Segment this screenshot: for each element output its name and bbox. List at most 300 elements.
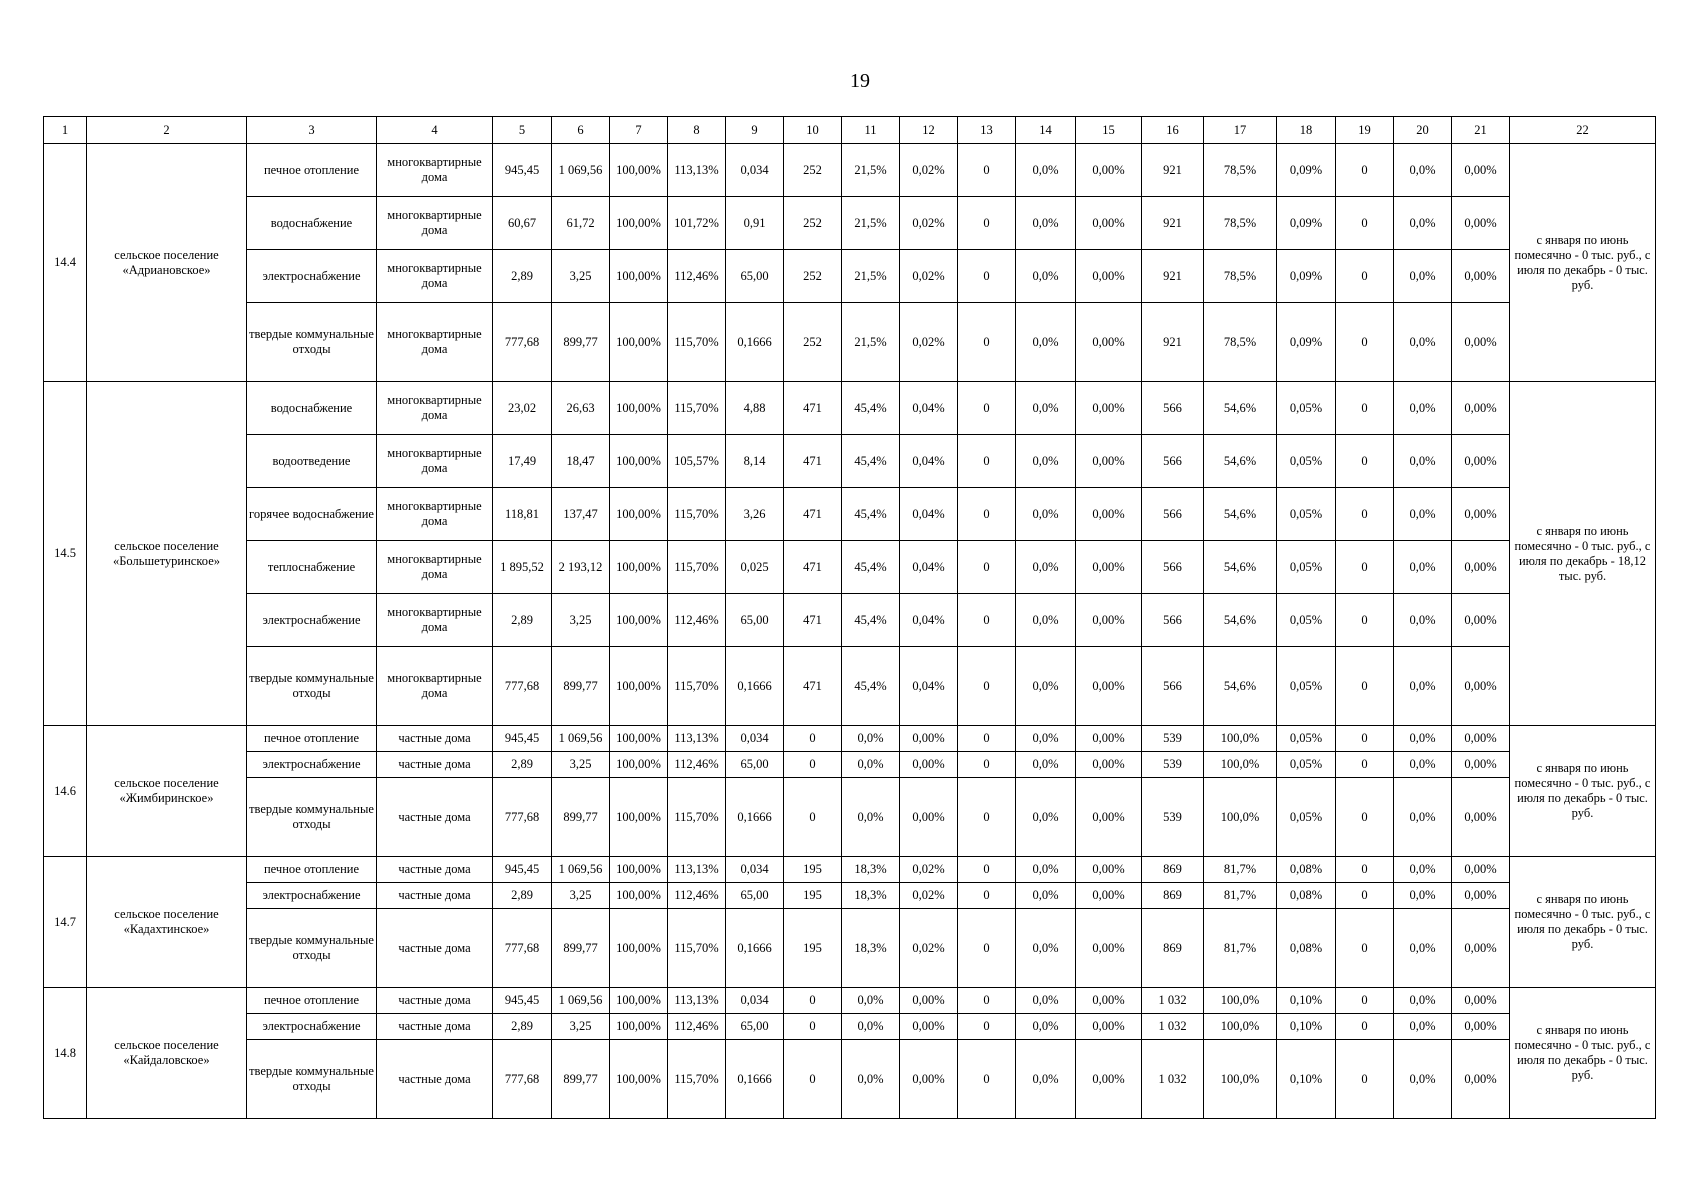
value-cell: 100,00%	[610, 647, 668, 726]
housing-type: многоквартирные дома	[377, 144, 493, 197]
value-cell: 78,5%	[1204, 250, 1277, 303]
value-cell: 0	[958, 752, 1016, 778]
value-cell: 61,72	[552, 197, 610, 250]
value-cell: 566	[1142, 488, 1204, 541]
value-cell: 60,67	[493, 197, 552, 250]
value-cell: 0,0%	[1016, 647, 1076, 726]
value-cell: 113,13%	[668, 857, 726, 883]
value-cell: 0,1666	[726, 303, 784, 382]
value-cell: 252	[784, 197, 842, 250]
value-cell: 0,00%	[1452, 988, 1510, 1014]
service-type: печное отопление	[247, 988, 377, 1014]
value-cell: 0,02%	[900, 144, 958, 197]
service-type: электроснабжение	[247, 250, 377, 303]
value-cell: 100,0%	[1204, 1014, 1277, 1040]
value-cell: 0,0%	[1394, 883, 1452, 909]
value-cell: 0	[1336, 647, 1394, 726]
value-cell: 2,89	[493, 883, 552, 909]
value-cell: 0,0%	[1016, 594, 1076, 647]
value-cell: 0,08%	[1277, 909, 1336, 988]
value-cell: 0,00%	[1452, 435, 1510, 488]
value-cell: 0,0%	[1394, 435, 1452, 488]
tariff-table	[43, 116, 1656, 1119]
value-cell: 54,6%	[1204, 594, 1277, 647]
value-cell: 2,89	[493, 1014, 552, 1040]
value-cell: 2,89	[493, 752, 552, 778]
value-cell: 0,0%	[1016, 303, 1076, 382]
service-type: водоотведение	[247, 435, 377, 488]
value-cell: 8,14	[726, 435, 784, 488]
value-cell: 0,04%	[900, 488, 958, 541]
value-cell: 65,00	[726, 883, 784, 909]
table-row	[44, 883, 1656, 909]
service-type: печное отопление	[247, 726, 377, 752]
value-cell: 252	[784, 250, 842, 303]
value-cell: 0	[1336, 752, 1394, 778]
value-cell: 0,0%	[1016, 988, 1076, 1014]
value-cell: 0,1666	[726, 1040, 784, 1119]
value-cell: 115,70%	[668, 382, 726, 435]
value-cell: 100,00%	[610, 752, 668, 778]
value-cell: 0,1666	[726, 647, 784, 726]
service-type: электроснабжение	[247, 883, 377, 909]
value-cell: 0,0%	[842, 778, 900, 857]
table-row	[44, 303, 1656, 382]
value-cell: 54,6%	[1204, 488, 1277, 541]
value-cell: 4,88	[726, 382, 784, 435]
column-header: 1	[44, 117, 87, 144]
value-cell: 0	[1336, 883, 1394, 909]
value-cell: 0,00%	[1452, 909, 1510, 988]
value-cell: 0,1666	[726, 909, 784, 988]
value-cell: 0,00%	[900, 778, 958, 857]
value-cell: 0,00%	[1076, 726, 1142, 752]
value-cell: 78,5%	[1204, 144, 1277, 197]
value-cell: 0,05%	[1277, 488, 1336, 541]
housing-type: многоквартирные дома	[377, 541, 493, 594]
value-cell: 0	[1336, 303, 1394, 382]
value-cell: 100,00%	[610, 303, 668, 382]
value-cell: 18,3%	[842, 857, 900, 883]
value-cell: 0,0%	[1016, 726, 1076, 752]
payment-note: с января по июнь помесячно - 0 тыс. руб., с июля по декабрь - 0 тыс. руб.	[1510, 726, 1656, 857]
housing-type: многоквартирные дома	[377, 647, 493, 726]
value-cell: 23,02	[493, 382, 552, 435]
value-cell: 0,04%	[900, 435, 958, 488]
value-cell: 54,6%	[1204, 435, 1277, 488]
table-row	[44, 144, 1656, 197]
value-cell: 0,02%	[900, 303, 958, 382]
housing-type: частные дома	[377, 883, 493, 909]
value-cell: 471	[784, 382, 842, 435]
value-cell: 0	[1336, 726, 1394, 752]
value-cell: 100,00%	[610, 988, 668, 1014]
column-header: 9	[726, 117, 784, 144]
value-cell: 78,5%	[1204, 303, 1277, 382]
value-cell: 100,00%	[610, 541, 668, 594]
column-header: 15	[1076, 117, 1142, 144]
value-cell: 118,81	[493, 488, 552, 541]
value-cell: 0,05%	[1277, 382, 1336, 435]
settlement-name: сельское поселение «Кайдаловское»	[87, 988, 247, 1119]
column-header: 20	[1394, 117, 1452, 144]
value-cell: 777,68	[493, 303, 552, 382]
value-cell: 0,0%	[1394, 909, 1452, 988]
housing-type: многоквартирные дома	[377, 594, 493, 647]
value-cell: 1 069,56	[552, 144, 610, 197]
value-cell: 921	[1142, 303, 1204, 382]
value-cell: 0,0%	[842, 1014, 900, 1040]
column-header: 13	[958, 117, 1016, 144]
settlement-name: сельское поселение «Адриановское»	[87, 144, 247, 382]
value-cell: 100,0%	[1204, 988, 1277, 1014]
value-cell: 0,04%	[900, 647, 958, 726]
value-cell: 0,00%	[1452, 594, 1510, 647]
value-cell: 100,00%	[610, 778, 668, 857]
header-row	[44, 117, 1656, 144]
value-cell: 0,0%	[1016, 435, 1076, 488]
value-cell: 0,0%	[1016, 144, 1076, 197]
value-cell: 0,0%	[1394, 541, 1452, 594]
value-cell: 0,10%	[1277, 1040, 1336, 1119]
value-cell: 65,00	[726, 594, 784, 647]
value-cell: 17,49	[493, 435, 552, 488]
value-cell: 0,00%	[1452, 250, 1510, 303]
value-cell: 0,0%	[842, 726, 900, 752]
settlement-name: сельское поселение «Жимбиринское»	[87, 726, 247, 857]
table-row	[44, 752, 1656, 778]
value-cell: 0	[958, 726, 1016, 752]
value-cell: 471	[784, 541, 842, 594]
service-type: горячее водоснабжение	[247, 488, 377, 541]
value-cell: 0	[958, 250, 1016, 303]
value-cell: 45,4%	[842, 541, 900, 594]
value-cell: 100,00%	[610, 435, 668, 488]
table-row	[44, 988, 1656, 1014]
value-cell: 1 032	[1142, 988, 1204, 1014]
value-cell: 18,3%	[842, 909, 900, 988]
value-cell: 0	[1336, 435, 1394, 488]
housing-type: частные дома	[377, 726, 493, 752]
value-cell: 0,02%	[900, 197, 958, 250]
column-header: 14	[1016, 117, 1076, 144]
value-cell: 113,13%	[668, 726, 726, 752]
value-cell: 0,05%	[1277, 752, 1336, 778]
value-cell: 65,00	[726, 752, 784, 778]
group-number: 14.6	[44, 726, 87, 857]
value-cell: 0	[784, 778, 842, 857]
value-cell: 899,77	[552, 909, 610, 988]
value-cell: 945,45	[493, 144, 552, 197]
value-cell: 0	[958, 488, 1016, 541]
value-cell: 0,00%	[1452, 303, 1510, 382]
value-cell: 0,0%	[1016, 909, 1076, 988]
value-cell: 539	[1142, 752, 1204, 778]
value-cell: 0,0%	[1016, 857, 1076, 883]
value-cell: 0,0%	[1394, 726, 1452, 752]
value-cell: 0,0%	[1016, 1040, 1076, 1119]
value-cell: 137,47	[552, 488, 610, 541]
value-cell: 78,5%	[1204, 197, 1277, 250]
table-row	[44, 1040, 1656, 1119]
value-cell: 945,45	[493, 988, 552, 1014]
value-cell: 195	[784, 883, 842, 909]
value-cell: 0	[958, 1014, 1016, 1040]
value-cell: 0,0%	[1394, 250, 1452, 303]
value-cell: 54,6%	[1204, 647, 1277, 726]
value-cell: 0	[1336, 1040, 1394, 1119]
value-cell: 0	[958, 778, 1016, 857]
value-cell: 45,4%	[842, 647, 900, 726]
value-cell: 21,5%	[842, 197, 900, 250]
value-cell: 0	[1336, 857, 1394, 883]
value-cell: 0,04%	[900, 594, 958, 647]
page-number: 19	[850, 70, 870, 92]
value-cell: 0,0%	[1394, 988, 1452, 1014]
value-cell: 0,00%	[1452, 382, 1510, 435]
value-cell: 566	[1142, 594, 1204, 647]
value-cell: 899,77	[552, 1040, 610, 1119]
value-cell: 0	[958, 303, 1016, 382]
value-cell: 1 069,56	[552, 988, 610, 1014]
value-cell: 2,89	[493, 250, 552, 303]
value-cell: 869	[1142, 857, 1204, 883]
value-cell: 100,00%	[610, 382, 668, 435]
payment-note: с января по июнь помесячно - 0 тыс. руб., с июля по декабрь - 0 тыс. руб.	[1510, 144, 1656, 382]
housing-type: многоквартирные дома	[377, 250, 493, 303]
value-cell: 0,00%	[1452, 1040, 1510, 1119]
value-cell: 0,00%	[1076, 647, 1142, 726]
value-cell: 0,0%	[1394, 144, 1452, 197]
payment-note: с января по июнь помесячно - 0 тыс. руб., с июля по декабрь - 18,12 тыс. руб.	[1510, 382, 1656, 726]
table-row	[44, 197, 1656, 250]
value-cell: 0,0%	[1016, 541, 1076, 594]
value-cell: 54,6%	[1204, 541, 1277, 594]
housing-type: частные дома	[377, 988, 493, 1014]
value-cell: 100,00%	[610, 488, 668, 541]
value-cell: 113,13%	[668, 988, 726, 1014]
table-row	[44, 647, 1656, 726]
value-cell: 0,0%	[1394, 752, 1452, 778]
value-cell: 0,00%	[1076, 1040, 1142, 1119]
value-cell: 1 069,56	[552, 726, 610, 752]
value-cell: 0,00%	[1076, 909, 1142, 988]
value-cell: 539	[1142, 778, 1204, 857]
value-cell: 0,00%	[1452, 541, 1510, 594]
value-cell: 45,4%	[842, 382, 900, 435]
value-cell: 0,00%	[1452, 857, 1510, 883]
value-cell: 0,00%	[900, 726, 958, 752]
value-cell: 0,0%	[842, 1040, 900, 1119]
value-cell: 0	[958, 1040, 1016, 1119]
value-cell: 0,0%	[1016, 778, 1076, 857]
value-cell: 0,00%	[1452, 488, 1510, 541]
value-cell: 0,00%	[900, 1014, 958, 1040]
value-cell: 100,00%	[610, 144, 668, 197]
value-cell: 899,77	[552, 778, 610, 857]
value-cell: 0	[958, 988, 1016, 1014]
value-cell: 899,77	[552, 303, 610, 382]
value-cell: 100,00%	[610, 726, 668, 752]
value-cell: 0	[1336, 594, 1394, 647]
table-row	[44, 857, 1656, 883]
value-cell: 0	[958, 197, 1016, 250]
value-cell: 0,00%	[1076, 435, 1142, 488]
value-cell: 0,00%	[1076, 303, 1142, 382]
value-cell: 0	[958, 541, 1016, 594]
value-cell: 1 895,52	[493, 541, 552, 594]
table-row	[44, 778, 1656, 857]
value-cell: 0	[1336, 909, 1394, 988]
value-cell: 0	[1336, 250, 1394, 303]
value-cell: 0,0%	[1016, 752, 1076, 778]
value-cell: 21,5%	[842, 144, 900, 197]
value-cell: 0,91	[726, 197, 784, 250]
value-cell: 115,70%	[668, 778, 726, 857]
value-cell: 45,4%	[842, 435, 900, 488]
value-cell: 100,0%	[1204, 778, 1277, 857]
value-cell: 3,25	[552, 1014, 610, 1040]
value-cell: 0,00%	[1076, 1014, 1142, 1040]
value-cell: 0	[1336, 144, 1394, 197]
value-cell: 112,46%	[668, 752, 726, 778]
value-cell: 21,5%	[842, 250, 900, 303]
value-cell: 0,05%	[1277, 435, 1336, 488]
value-cell: 0,10%	[1277, 1014, 1336, 1040]
value-cell: 3,25	[552, 752, 610, 778]
value-cell: 112,46%	[668, 883, 726, 909]
column-header: 21	[1452, 117, 1510, 144]
value-cell: 100,00%	[610, 1040, 668, 1119]
value-cell: 81,7%	[1204, 857, 1277, 883]
service-type: водоснабжение	[247, 197, 377, 250]
column-header: 7	[610, 117, 668, 144]
service-type: водоснабжение	[247, 382, 377, 435]
value-cell: 0	[1336, 988, 1394, 1014]
value-cell: 0	[1336, 1014, 1394, 1040]
value-cell: 0,034	[726, 988, 784, 1014]
value-cell: 0,00%	[1076, 382, 1142, 435]
value-cell: 945,45	[493, 857, 552, 883]
value-cell: 3,26	[726, 488, 784, 541]
value-cell: 81,7%	[1204, 883, 1277, 909]
value-cell: 100,00%	[610, 909, 668, 988]
value-cell: 566	[1142, 435, 1204, 488]
value-cell: 0,0%	[1394, 1040, 1452, 1119]
value-cell: 115,70%	[668, 1040, 726, 1119]
table-row	[44, 594, 1656, 647]
column-header: 5	[493, 117, 552, 144]
value-cell: 0	[784, 726, 842, 752]
value-cell: 0,034	[726, 144, 784, 197]
value-cell: 0,04%	[900, 382, 958, 435]
column-header: 18	[1277, 117, 1336, 144]
column-header: 3	[247, 117, 377, 144]
value-cell: 2 193,12	[552, 541, 610, 594]
value-cell: 945,45	[493, 726, 552, 752]
value-cell: 195	[784, 909, 842, 988]
value-cell: 921	[1142, 144, 1204, 197]
value-cell: 1 032	[1142, 1040, 1204, 1119]
value-cell: 0,034	[726, 726, 784, 752]
value-cell: 0	[784, 988, 842, 1014]
table-row	[44, 1014, 1656, 1040]
value-cell: 0,00%	[900, 988, 958, 1014]
value-cell: 0,0%	[1394, 488, 1452, 541]
housing-type: частные дома	[377, 909, 493, 988]
housing-type: многоквартирные дома	[377, 197, 493, 250]
value-cell: 2,89	[493, 594, 552, 647]
value-cell: 899,77	[552, 647, 610, 726]
value-cell: 0	[958, 435, 1016, 488]
value-cell: 0,05%	[1277, 541, 1336, 594]
value-cell: 21,5%	[842, 303, 900, 382]
value-cell: 0,00%	[1076, 594, 1142, 647]
housing-type: многоквартирные дома	[377, 382, 493, 435]
value-cell: 0,00%	[1076, 752, 1142, 778]
housing-type: многоквартирные дома	[377, 488, 493, 541]
value-cell: 0,025	[726, 541, 784, 594]
value-cell: 115,70%	[668, 909, 726, 988]
column-header: 22	[1510, 117, 1656, 144]
value-cell: 100,0%	[1204, 1040, 1277, 1119]
value-cell: 0,00%	[900, 1040, 958, 1119]
housing-type: частные дома	[377, 778, 493, 857]
column-header: 2	[87, 117, 247, 144]
service-type: твердые коммунальные отходы	[247, 909, 377, 988]
value-cell: 0	[958, 144, 1016, 197]
value-cell: 45,4%	[842, 594, 900, 647]
table-row	[44, 909, 1656, 988]
value-cell: 115,70%	[668, 541, 726, 594]
value-cell: 566	[1142, 647, 1204, 726]
service-type: твердые коммунальные отходы	[247, 303, 377, 382]
value-cell: 471	[784, 647, 842, 726]
value-cell: 0,00%	[1076, 541, 1142, 594]
value-cell: 0,0%	[1016, 250, 1076, 303]
value-cell: 0	[1336, 488, 1394, 541]
value-cell: 0,00%	[1076, 144, 1142, 197]
value-cell: 0	[784, 752, 842, 778]
value-cell: 100,00%	[610, 197, 668, 250]
value-cell: 471	[784, 488, 842, 541]
value-cell: 0,0%	[1394, 1014, 1452, 1040]
payment-note: с января по июнь помесячно - 0 тыс. руб., с июля по декабрь - 0 тыс. руб.	[1510, 988, 1656, 1119]
value-cell: 869	[1142, 909, 1204, 988]
value-cell: 0,00%	[900, 752, 958, 778]
value-cell: 0	[958, 909, 1016, 988]
value-cell: 112,46%	[668, 1014, 726, 1040]
value-cell: 1 069,56	[552, 857, 610, 883]
value-cell: 566	[1142, 541, 1204, 594]
service-type: твердые коммунальные отходы	[247, 647, 377, 726]
value-cell: 0	[958, 594, 1016, 647]
value-cell: 777,68	[493, 647, 552, 726]
value-cell: 0,0%	[1016, 883, 1076, 909]
value-cell: 0,00%	[1076, 250, 1142, 303]
group-number: 14.8	[44, 988, 87, 1119]
value-cell: 777,68	[493, 909, 552, 988]
service-type: печное отопление	[247, 144, 377, 197]
column-header: 19	[1336, 117, 1394, 144]
value-cell: 869	[1142, 883, 1204, 909]
value-cell: 777,68	[493, 1040, 552, 1119]
value-cell: 105,57%	[668, 435, 726, 488]
value-cell: 1 032	[1142, 1014, 1204, 1040]
value-cell: 0,02%	[900, 857, 958, 883]
value-cell: 3,25	[552, 883, 610, 909]
value-cell: 0,00%	[1076, 988, 1142, 1014]
